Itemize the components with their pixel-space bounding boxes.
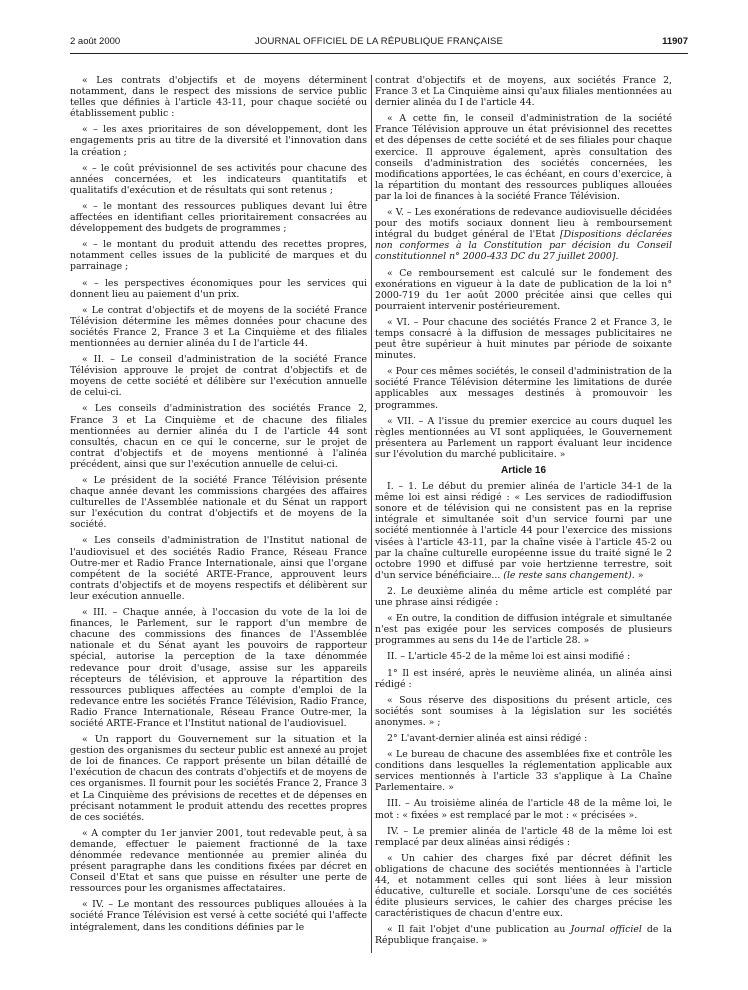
- italic-note: Journal officiel: [570, 924, 642, 936]
- paragraph: « Le contrat d'objectifs et de moyens de la société France Télévision détermine les mêmes données pour chacune des sociétés France 2, France 3 et La Cinquième et des filiales mentionnées au dernier alinéa du I de l'article 44.: [70, 304, 367, 349]
- paragraph: « III. – Chaque année, à l'occasion du vote de la loi de finances, le Parlement, sur le rapport d'un membre de chacune des commissions des finances de l'Assemblée nationale et du Sénat ayant les pouvoirs de rapporteur spécial, autorise la perception de la taxe dénommée redevance pour droit d'usage, assise sur les appareils récepteurs de télévision, et approuve la répartition des ressources publiques affectées au compte d'emploi de la redevance entre les sociétés France Télévision, Radio France, Radio France Internationale, Réseau France Outre-mer, la société ARTE-France et l'Institut national de l'audiovisuel.: [70, 607, 367, 729]
- paragraph-text: I. – 1. Le début du premier alinéa de l'article 34-1 de la même loi est ainsi rédigé : « Les services de radiodiffusion sonore et de télévision qui ne consistent pas en la reprise intégrale et simultanée soit d'un service fourni par une société mentionnée à l'article 44 pour l'exercice des missions visées à l'article 43-11, par la chaîne visée à l'article 45-2 ou par la chaîne culturelle européenne issue du traité signé le 2 octobre 1990 et diffusé par voie hertzienne terrestre, soit d'un service bénéficiaire...: [375, 481, 672, 581]
- dash-item: « – le coût prévisionnel de ses activités pour chacune des années concernées, et les indicateurs quantitatifs et qualitatifs d'exécution et de résultats qui sont retenus ;: [70, 162, 367, 196]
- paragraph: « II. – Le conseil d'administration de la société France Télévision approuve le projet de contrat d'objectifs et de moyens de cette société et délibère sur l'exécution annuelle de celui-ci.: [70, 354, 367, 399]
- paragraph-text: de la République française. »: [375, 924, 672, 947]
- paragraph: « IV. – Le montant des ressources publiques allouées à la société France Télévision est versé à cette société qui l'affecte intégralement, dans les conditions définies par le: [70, 899, 367, 933]
- paragraph: IV. – Le premier alinéa de l'article 48 de la même loi est remplacé par deux alinéas ainsi rédigés :: [375, 825, 672, 848]
- paragraph: [375, 481, 672, 581]
- left-column: [70, 75, 367, 938]
- paragraph: 2° L'avant-dernier alinéa est ainsi rédigé :: [387, 732, 588, 744]
- page-number: 11907: [662, 36, 688, 47]
- paragraph: [375, 207, 672, 262]
- paragraph: « VI. – Pour chacune des sociétés France 2 et France 3, le temps consacré à la diffusion de messages publicitaires ne peut être supérieur à huit minutes par période de soixante minutes.: [375, 316, 672, 362]
- paragraph: [375, 924, 672, 946]
- paragraph: « Pour ces mêmes sociétés, le conseil d'administration de la société France Télévision détermine les limitations de durée applicables aux messages destinés à promouvoir les programmes.: [375, 366, 672, 411]
- paragraph: « Un cahier des charges fixé par décret définit les obligations de chacune des sociétés mentionnées à l'article 44, et notamment celles qui sont liées à leur mission éducative, culturelle et sociale. Lorsqu'une de ces sociétés édite plusieurs services, le cahier des charges précise les caractéristiques de chacun d'entre eux.: [375, 852, 672, 920]
- page-header: [70, 36, 688, 52]
- dash-item: « – le montant des ressources publiques devant lui être affectées en identifiant celles prioritairement consacrées au développement des budgets de programmes ;: [70, 200, 367, 235]
- header-rule: [70, 53, 688, 54]
- paragraph: 1° Il est inséré, après le neuvième alinéa, un alinéa ainsi rédigé :: [375, 667, 672, 690]
- paragraph: « Les conseils d'administration de l'Institut national de l'audiovisuel et des sociétés Radio France, Réseau France Outre-mer et Radio France Internationale, ainsi que l'organe compétent de la société ARTE-France, approuvent leurs contrats d'objectifs et de moyens respectifs et délibèrent sur leur exécution annuelle.: [70, 535, 367, 602]
- paragraph: contrat d'objectifs et de moyens, aux sociétés France 2, France 3 et La Cinquième ainsi qu'aux filiales mentionnées au dernier alinéa du I de l'article 44.: [375, 75, 672, 109]
- italic-note: [Dispositions déclarées non conformes à la Constitution par décision du Conseil constitutionnel n° 2000-433 DC du 27 juillet 2000].: [375, 229, 672, 263]
- paragraph: « Le président de la société France Télévision présente chaque année devant les commissions chargées des affaires culturelles de l'Assemblée nationale et du Sénat un rapport sur l'exécution du contrat d'objectifs et de moyens de la société.: [70, 475, 367, 531]
- paragraph: III. – Au troisième alinéa de l'article 48 de la même loi, le mot : « fixées » est remplacé par le mot : « précisées ».: [375, 798, 672, 821]
- paragraph: « Les contrats d'objectifs et de moyens déterminent notamment, dans le respect des missions de service public telles que définies à l'article 43-11, pour chaque société ou établissement public :: [70, 75, 367, 120]
- paragraph-text: »: [634, 569, 644, 581]
- paragraph: 2. Le deuxième alinéa du même article est complété par une phrase ainsi rédigée :: [375, 585, 672, 609]
- paragraph: « Les conseils d'administration des sociétés France 2, France 3 et La Cinquième et de chacune des filiales mentionnées au dernier alinéa du I de l'article 44 sont consultés, chacun en ce qui le concerne, sur le projet de contrat d'objectifs et de moyens mentionné à l'alinéa précédent, ainsi que sur l'exécution annuelle de celui-ci.: [70, 403, 367, 470]
- paragraph: II. – L'article 45-2 de la même loi est ainsi modifié :: [387, 651, 631, 663]
- paragraph: « A compter du 1er janvier 2001, tout redevable peut, à sa demande, effectuer le paiement fractionné de la taxe dénommée redevance mentionnée au premier alinéa du présent paragraphe dans les conditions fixées par décret en Conseil d'Etat et sans que puisse en résulter une perte de ressources pour les organismes affectataires.: [70, 827, 367, 895]
- journal-title: JOURNAL OFFICIEL DE LA RÉPUBLIQUE FRANÇAISE: [254, 36, 504, 47]
- dash-item: « – les axes prioritaires de son développement, dont les engagements pris au titre de la diversité et l'innovation dans la création ;: [70, 124, 367, 158]
- article-heading: Article 16: [500, 465, 547, 476]
- paragraph-text: « V. – Les exonérations de redevance audiovisuelle décidées pour des motifs sociaux donnent lieu à remboursement intégral du budget général de l'Etat: [375, 207, 672, 241]
- paragraph: « VII. – A l'issue du premier exercice au cours duquel les règles mentionnées au VI sont appliquées, le Gouvernement présentera au Parlement un rapport évaluant leur incidence sur l'évolution du marché publicitaire. »: [375, 415, 672, 460]
- paragraph: « A cette fin, le conseil d'administration de la société France Télévision approuve un état prévisionnel des recettes et des dépenses de cette société et de ses filiales pour chaque exercice. Il approuve également, après consultation des conseils d'administration des sociétés concernées, les modifications apportées, le cas échéant, en cours d'exercice, à la répartition du montant des ressources publiques allouées par la loi de finances à la société France Télévision.: [375, 113, 672, 202]
- paragraph: « Ce remboursement est calculé sur le fondement des exonérations en vigueur à la date de publication de la loi n° 2000-719 du 1er août 2000 précitée ainsi que celles qui pourraient intervenir postérieurement.: [375, 267, 672, 312]
- paragraph-text: « Il fait l'objet d'une publication au: [387, 924, 571, 936]
- dash-item: « – les perspectives économiques pour les services qui donnent lieu au paiement d'un prix.: [70, 277, 367, 300]
- right-column: [375, 75, 672, 952]
- dash-item: « – le montant du produit attendu des recettes propres, notamment celles issues de la publicité de marques et du parrainage ;: [70, 239, 367, 273]
- paragraph: « Un rapport du Gouvernement sur la situation et la gestion des organismes du secteur public est annexé au projet de loi de finances. Ce rapport présente un bilan détaillé de l'exécution de chacun des contrats d'objectifs et de moyens de ces organismes. Il fournit pour les sociétés France 2, France 3 et La Cinquième des prévisions de recettes et de dépenses en précisant notamment le produit attendu des recettes propres de ces sociétés.: [70, 734, 367, 823]
- header-date: 2 août 2000: [70, 36, 121, 47]
- column-divider: [371, 75, 372, 953]
- paragraph: « En outre, la condition de diffusion intégrale et simultanée n'est pas exigée pour les services composés de plusieurs programmes au sens du 14e de l'article 28. »: [375, 613, 672, 647]
- paragraph: « Sous réserve des dispositions du présent article, ces sociétés sont soumises à la législation sur les sociétés anonymes. » ;: [375, 694, 672, 728]
- italic-note: (le reste sans changement).: [503, 569, 635, 581]
- paragraph: « Le bureau de chacune des assemblées fixe et contrôle les conditions dans lesquelles la réglementation applicable aux services mentionnés à l'article 33 s'applique à La Chaîne Parlementaire. »: [375, 749, 672, 794]
